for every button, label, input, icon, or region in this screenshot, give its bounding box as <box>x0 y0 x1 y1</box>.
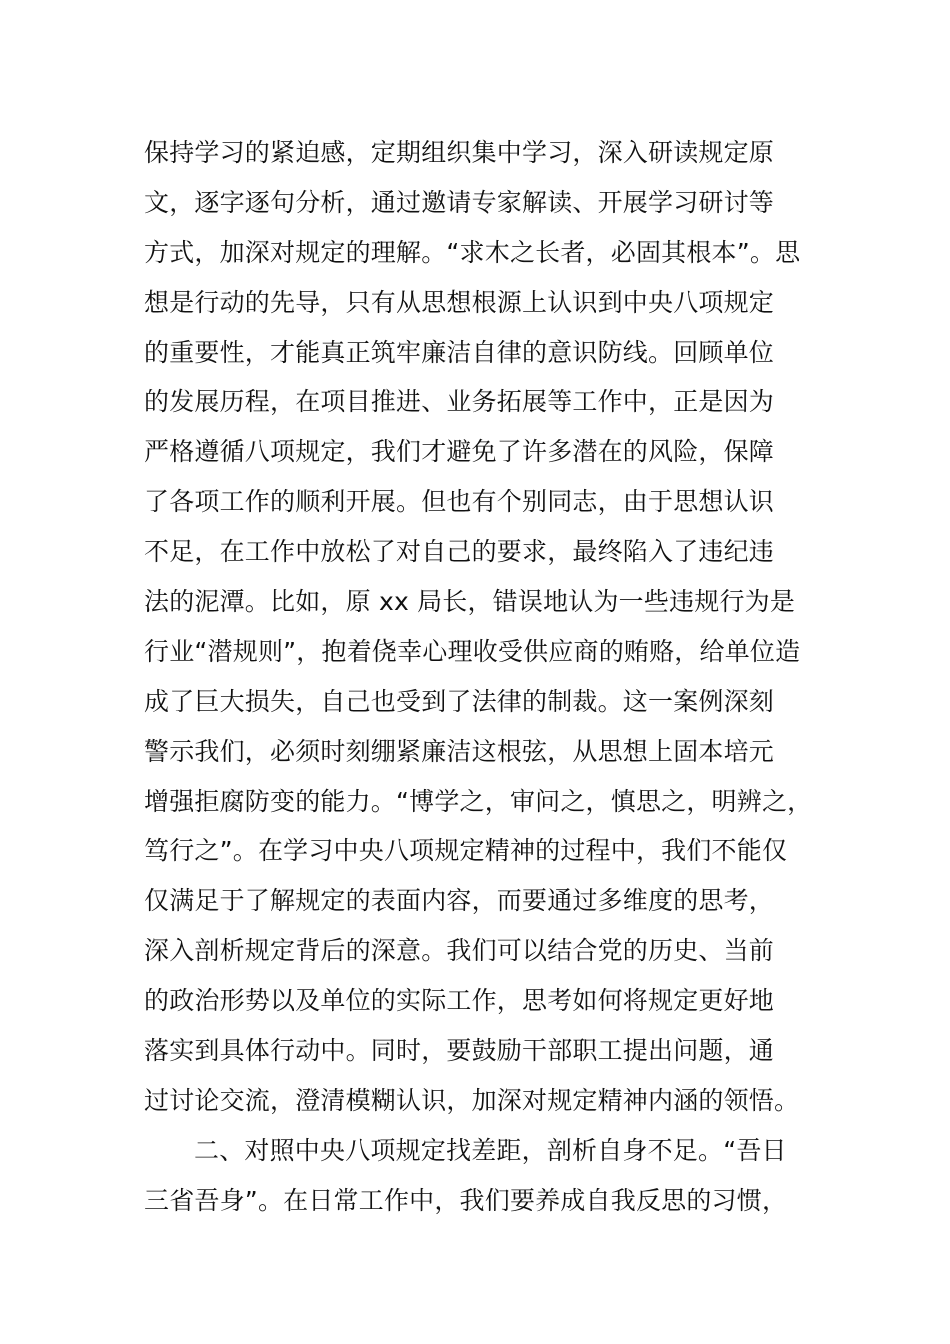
text-line: 仅满足于了解规定的表面内容，而要通过多维度的思考， <box>144 886 775 916</box>
text-line: 增强拒腐防变的能力。“博学之，审问之，慎思之，明辨之， <box>144 786 813 816</box>
body-text <box>144 128 844 1226</box>
section-heading-line: 二、对照中央八项规定找差距，剖析自身不足。“吾日 <box>194 1135 787 1165</box>
text-line: 了各项工作的顺利开展。但也有个别同志，由于思想认识 <box>144 487 775 517</box>
text-line: 笃行之”。在学习中央八项规定精神的过程中，我们不能仅 <box>144 836 788 866</box>
text-line: 方式，加深对规定的理解。“求木之长者，必固其根本”。思 <box>144 237 801 267</box>
text-line: 的发展历程，在项目推进、业务拓展等工作中，正是因为 <box>144 387 775 417</box>
text-line: 文，逐字逐句分析，通过邀请专家解读、开展学习研讨等 <box>144 187 775 217</box>
text-line: 的重要性，才能真正筑牢廉洁自律的意识防线。回顾单位 <box>144 337 775 367</box>
text-line: 落实到具体行动中。同时，要鼓励干部职工提出问题，通 <box>144 1036 775 1066</box>
text-line: 三省吾身”。在日常工作中，我们要养成自我反思的习惯， <box>144 1185 788 1215</box>
text-line: 行业“潜规则”，抱着侥幸心理收受供应商的贿赂，给单位造 <box>144 636 801 666</box>
text-line: 严格遵循八项规定，我们才避免了许多潜在的风险，保障 <box>144 437 775 467</box>
text-line: 不足，在工作中放松了对自己的要求，最终陷入了违纪违 <box>144 537 775 567</box>
text-line: 成了巨大损失，自己也受到了法律的制裁。这一案例深刻 <box>144 686 775 716</box>
text-line: 的政治形势以及单位的实际工作，思考如何将规定更好地 <box>144 986 775 1016</box>
text-line: 过讨论交流，澄清模糊认识，加深对规定精神内涵的领悟。 <box>144 1085 800 1115</box>
text-line: 保持学习的紧迫感，定期组织集中学习，深入研读规定原 <box>144 138 775 167</box>
text-line: 法的泥潭。比如，原 xx 局长，错误地认为一些违规行为是 <box>144 587 796 617</box>
text-line: 深入剖析规定背后的深意。我们可以结合党的历史、当前 <box>144 936 775 966</box>
text-line: 警示我们，必须时刻绷紧廉洁这根弦，从思想上固本培元 <box>144 736 775 766</box>
text-line: 想是行动的先导，只有从思想根源上认识到中央八项规定 <box>144 287 775 317</box>
